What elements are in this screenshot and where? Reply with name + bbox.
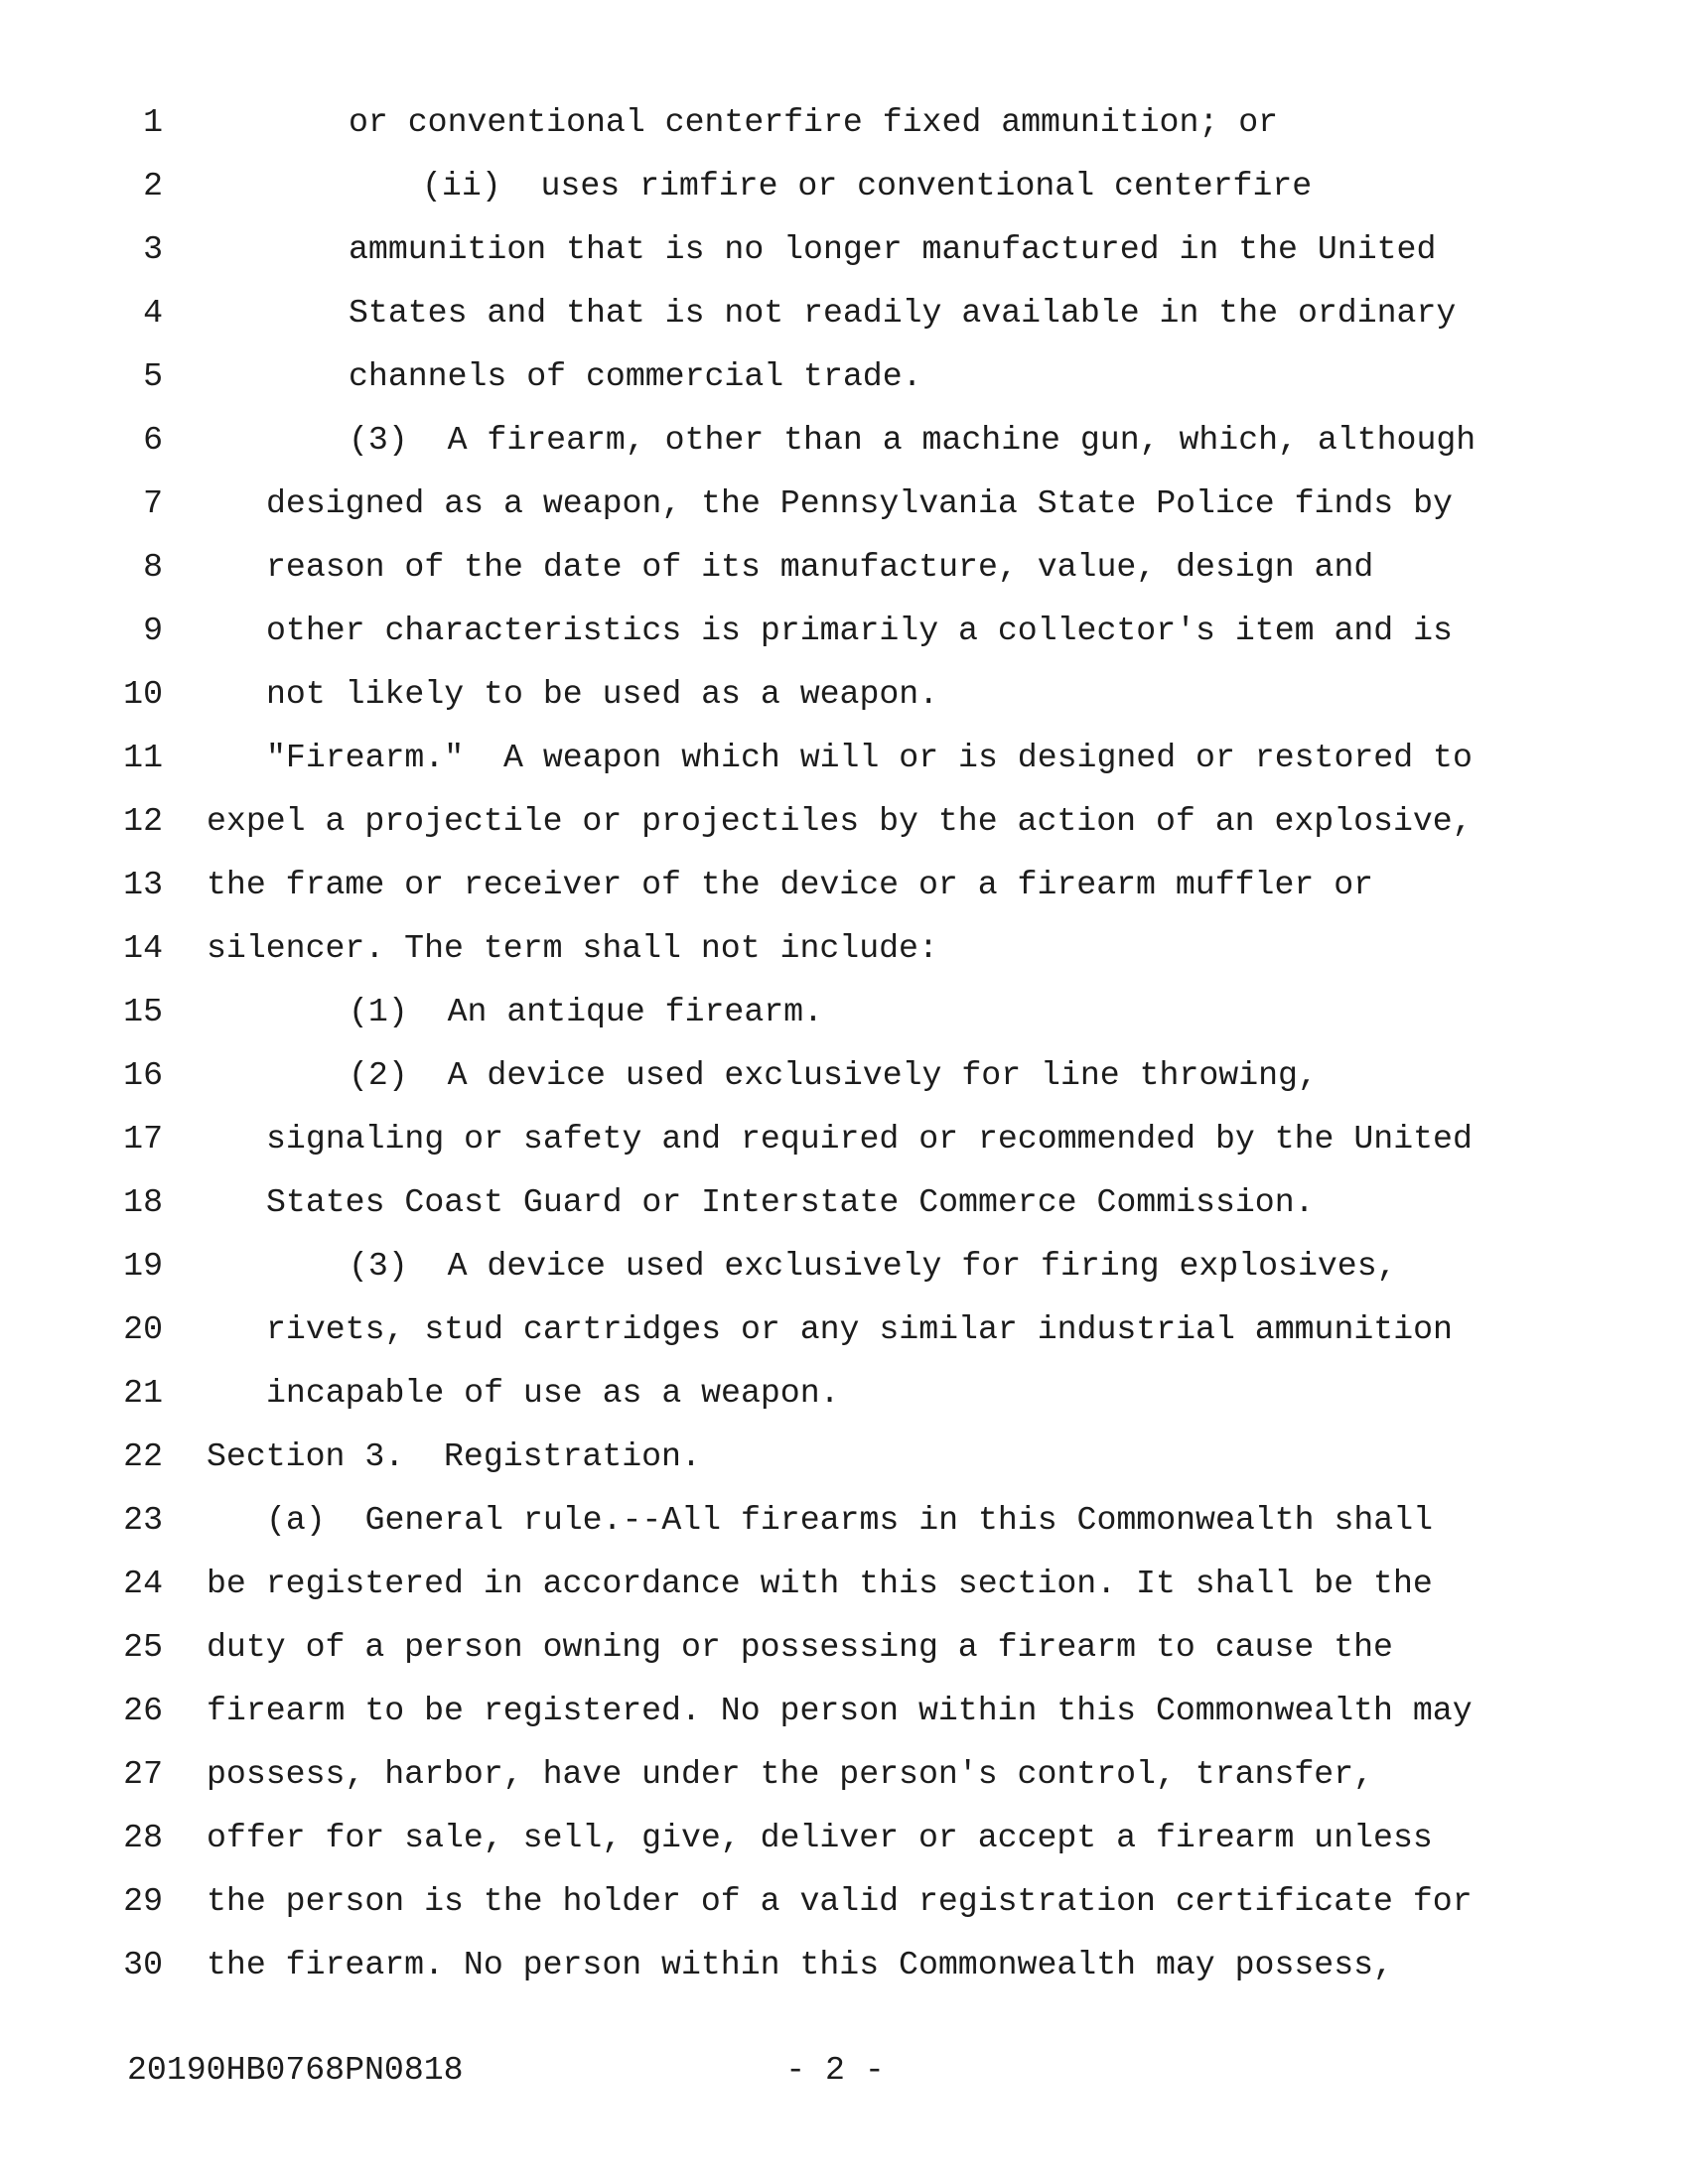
line-text: reason of the date of its manufacture, value, design and bbox=[266, 548, 1374, 586]
document-line bbox=[0, 1742, 1688, 1806]
document-line bbox=[0, 1869, 1688, 1933]
document-line bbox=[0, 1679, 1688, 1742]
line-number: 21 bbox=[123, 1374, 163, 1412]
document-line bbox=[0, 1361, 1688, 1425]
line-number: 27 bbox=[123, 1755, 163, 1793]
line-text: (a) General rule.--All firearms in this Commonwealth shall bbox=[266, 1501, 1434, 1539]
line-number: 15 bbox=[123, 993, 163, 1030]
bill-identifier: 20190HB0768PN0818 bbox=[127, 2051, 464, 2089]
document-line bbox=[0, 1043, 1688, 1107]
document-line bbox=[0, 90, 1688, 154]
line-number: 13 bbox=[123, 866, 163, 903]
document-line bbox=[0, 1425, 1688, 1488]
line-text: States Coast Guard or Interstate Commerce Commission. bbox=[266, 1183, 1315, 1221]
document-line bbox=[0, 916, 1688, 980]
line-text: not likely to be used as a weapon. bbox=[266, 675, 939, 713]
document-line bbox=[0, 662, 1688, 726]
document-line bbox=[0, 154, 1688, 217]
line-number: 3 bbox=[143, 230, 163, 268]
line-number: 6 bbox=[143, 421, 163, 459]
line-text: (1) An antique firearm. bbox=[349, 993, 823, 1030]
line-number: 4 bbox=[143, 294, 163, 332]
line-number: 22 bbox=[123, 1437, 163, 1475]
document-line bbox=[0, 472, 1688, 535]
line-text: the firearm. No person within this Commonwealth may possess, bbox=[207, 1946, 1393, 1983]
line-text: designed as a weapon, the Pennsylvania State Police finds by bbox=[266, 484, 1453, 522]
line-text: expel a projectile or projectiles by the action of an explosive, bbox=[207, 802, 1473, 840]
line-text: signaling or safety and required or recommended by the United bbox=[266, 1120, 1473, 1158]
line-text: firearm to be registered. No person within this Commonwealth may bbox=[207, 1692, 1473, 1729]
document-line bbox=[0, 853, 1688, 916]
line-text: channels of commercial trade. bbox=[349, 357, 922, 395]
line-text: duty of a person owning or possessing a firearm to cause the bbox=[207, 1628, 1393, 1666]
line-text: ammunition that is no longer manufactured in the United bbox=[349, 230, 1437, 268]
line-number: 18 bbox=[123, 1183, 163, 1221]
line-number: 8 bbox=[143, 548, 163, 586]
line-number: 23 bbox=[123, 1501, 163, 1539]
page-footer bbox=[0, 2038, 1688, 2102]
document-line bbox=[0, 1488, 1688, 1552]
line-text: offer for sale, sell, give, deliver or accept a firearm unless bbox=[207, 1819, 1433, 1856]
line-text: possess, harbor, have under the person's control, transfer, bbox=[207, 1755, 1374, 1793]
line-text: silencer. The term shall not include: bbox=[207, 929, 938, 967]
document-line bbox=[0, 281, 1688, 344]
document-line bbox=[0, 599, 1688, 662]
line-text: incapable of use as a weapon. bbox=[266, 1374, 840, 1412]
line-text: "Firearm." A weapon which will or is designed or restored to bbox=[266, 739, 1473, 776]
bill-text-body bbox=[0, 90, 1688, 1996]
document-line bbox=[0, 535, 1688, 599]
line-text: the person is the holder of a valid registration certificate for bbox=[207, 1882, 1473, 1920]
line-number: 25 bbox=[123, 1628, 163, 1666]
line-text: (3) A device used exclusively for firing explosives, bbox=[349, 1247, 1397, 1285]
document-line bbox=[0, 408, 1688, 472]
document-line bbox=[0, 1615, 1688, 1679]
line-number: 14 bbox=[123, 929, 163, 967]
document-line bbox=[0, 1170, 1688, 1234]
line-text: rivets, stud cartridges or any similar industrial ammunition bbox=[266, 1310, 1453, 1348]
line-text: be registered in accordance with this section. It shall be the bbox=[207, 1565, 1433, 1602]
line-text: (ii) uses rimfire or conventional centerfire bbox=[422, 167, 1313, 205]
line-number: 24 bbox=[123, 1565, 163, 1602]
document-line bbox=[0, 1297, 1688, 1361]
line-text: or conventional centerfire fixed ammunition; or bbox=[349, 103, 1279, 141]
line-text: (2) A device used exclusively for line throwing, bbox=[349, 1056, 1318, 1094]
line-number: 17 bbox=[123, 1120, 163, 1158]
line-number: 30 bbox=[123, 1946, 163, 1983]
line-number: 2 bbox=[143, 167, 163, 205]
document-line bbox=[0, 1234, 1688, 1297]
line-number: 5 bbox=[143, 357, 163, 395]
line-number: 26 bbox=[123, 1692, 163, 1729]
document-line bbox=[0, 217, 1688, 281]
line-number: 9 bbox=[143, 612, 163, 649]
line-number: 28 bbox=[123, 1819, 163, 1856]
line-number: 12 bbox=[123, 802, 163, 840]
line-number: 10 bbox=[123, 675, 163, 713]
line-text: States and that is not readily available in the ordinary bbox=[349, 294, 1457, 332]
document-line bbox=[0, 1107, 1688, 1170]
line-number: 29 bbox=[123, 1882, 163, 1920]
line-number: 1 bbox=[143, 103, 163, 141]
line-text: Section 3. Registration. bbox=[207, 1437, 701, 1475]
line-number: 7 bbox=[143, 484, 163, 522]
line-number: 20 bbox=[123, 1310, 163, 1348]
line-text: (3) A firearm, other than a machine gun, which, although bbox=[349, 421, 1477, 459]
document-line bbox=[0, 726, 1688, 789]
document-line bbox=[0, 1552, 1688, 1615]
document-line bbox=[0, 1933, 1688, 1996]
document-line bbox=[0, 789, 1688, 853]
line-text: the frame or receiver of the device or a firearm muffler or bbox=[207, 866, 1374, 903]
line-text: other characteristics is primarily a collector's item and is bbox=[266, 612, 1453, 649]
line-number: 11 bbox=[123, 739, 163, 776]
document-line bbox=[0, 1806, 1688, 1869]
line-number: 19 bbox=[123, 1247, 163, 1285]
document-line bbox=[0, 980, 1688, 1043]
page-number: - 2 - bbox=[785, 2051, 885, 2089]
line-number: 16 bbox=[123, 1056, 163, 1094]
document-line bbox=[0, 344, 1688, 408]
